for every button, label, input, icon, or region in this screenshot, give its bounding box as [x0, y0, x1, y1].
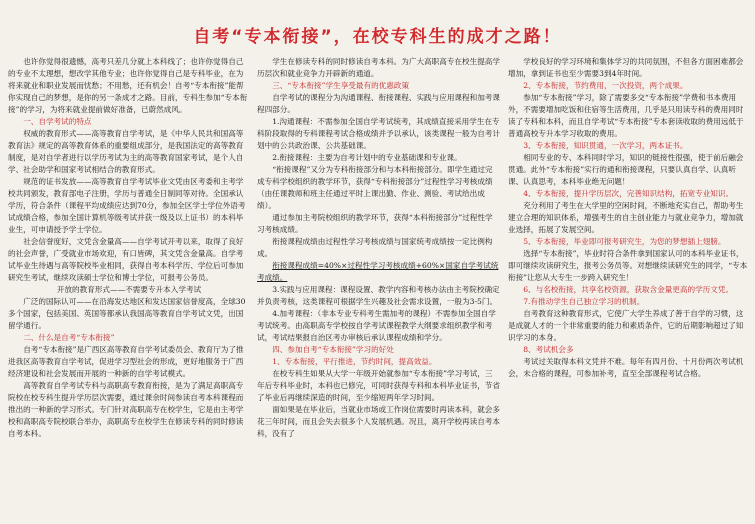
paragraph: 3、专本衔接，知识贯通，一次学习，两本证书。 [523, 141, 688, 150]
paragraph: 衔接课程成绩由过程性学习考核成绩与国家统考成绩按一定比例构成。 [257, 237, 493, 258]
paragraph: 2、专本衔接，节约费用，一次投资，两个成果。 [523, 81, 688, 90]
column-2 [257, 56, 500, 518]
paragraph: 学生在修读专科的同时修读自考本科。为广大高职高专在校生提高学历层次和就业竞争力开辟新的通道。 [257, 57, 500, 78]
paragraph: 开放的教育形式——不需要专升本入学考试 [56, 285, 202, 294]
paragraph: 权威的教育形式——高等教育自学考试，是《中华人民共和国高等教育法》规定的高等教育体系的重要组成部分，是我国法定的高等教育制度，是对自学者进行以学历考试为主的高等教育国家考试，是个人自学、社会助学和国家考试相结合的教育形式。 [8, 129, 244, 174]
paragraph: “衔接课程”又分为专科衔接部分和与本科衔接部分。即学生通过完成专科学校组织的教学环节，获得“专科衔接部分”过程性学习考核成绩（由任课教师和班主任通过平时上课出勤、作业、测验、考试给出成绩）。 [257, 165, 493, 210]
column-1 [8, 56, 250, 518]
paragraph: 3.实践与应用课程：课程设置、教学内容和考核办法由主考院校确定并负责考核，这类课程可根据学生兴趣及社会需求设置，一般为3-5门。 [257, 285, 500, 306]
paragraph: 5、专本衔接，毕业即可报考研究生，为您的梦想插上翅膀。 [523, 237, 726, 246]
page-title: 自考“专本衔接”，在校专科生的成才之路！ [193, 27, 562, 47]
paragraph: 通过参加主考院校组织的教学环节，获得“本科衔接部分”过程性学习考核成绩。 [257, 213, 493, 234]
paragraph: 8、考试机会多 [523, 345, 574, 354]
column-3 [508, 56, 748, 518]
paragraph: 4、专本衔接，提升学历层次，完善知识结构，拓宽专业知识。 [523, 189, 734, 198]
paragraph: 三、“专本衔接”学生享受最有的优惠政策 [272, 81, 410, 90]
paragraph: 4.加考课程：（非本专业专科考生需加考的课程）不需参加全国自学考试统考。由高职高专学校按自学考试课程教学大纲要求组织教学和考试，考试结果报自治区考办审核后承认课程成绩和学分。 [257, 309, 496, 342]
paragraph: 面如果是在毕业后，当就业市场或工作岗位需要时再读本科，就会多花三年时间，而且会失去很多个人发展机遇。况且，离开学校再读自考本科，没有了 [257, 405, 500, 438]
paragraph: 规范的证书发放——高等教育自学考试毕业文凭由区考委和主考学校共同颁发，教育部电子注册，学历与普通全日制同等对待。全国承认学历，符合条件（课程平均成绩应达到70分，参加全区学士学位外语考试成绩合格，参加全国计算机等级考试并获一级及以上证书）的本科毕业生，可申请授予学士学位。 [8, 177, 246, 234]
paragraph: 四、参加自考“专本衔接”学习的好处 [272, 345, 394, 354]
paragraph: 考试过关取得本科文凭并不难。每年有四月份、十月份两次考试机会，未合格的课程，可参加补考，直至全部课程考试合格。 [508, 357, 744, 378]
paragraph: 广泛的国际认可——在沿海发达地区和发达国家信誉度高，全球30多个国家，包括美国、英国等都承认我国高等教育自学考试文凭，出国留学通行。 [8, 297, 246, 330]
paragraph: 相同专业的专、本科同时学习，知识的链接性很强，使于前后融会贯通。此外“专本衔接”实行的通和衔接课程，只要认真自学、认真听课、认真思考，本科毕业绝无问题！ [508, 153, 744, 186]
paragraph: 自学考试的课程分为沟通课程、衔接课程、实践与应用课程和加考课程四部分。 [257, 93, 500, 114]
paragraph: 也许你觉得很遗憾，高考只差几分就上本科线了；也许你觉得自己的专业不太理想，想改学其他专业；也许你觉得自己是专科毕业，在为将来就业和职业发展而忧愁；不用愁，还有机会！自考“专本衔接”能帮你实现自己的梦想，是你的另一条成才之路。目前，专科生参加“专本衔接”的学习，为将来就业提前做好准备，已蔚然成风。 [8, 57, 248, 114]
paragraph: 一、自学考试的特点 [23, 117, 92, 126]
paragraph: 7.有推动学生自己独立学习的机制。 [523, 297, 645, 306]
paragraph: 社会信誉度好，文凭含金量高——自学考试开考以来，取得了良好的社会声誉，广受就业市场欢迎，有口皆碑，其文凭含金量高。自学考试毕业生待遇与高等院校毕业相同，获得自考本科学历、学位后可参加研究生考试，继续攻读硕士学位和博士学位，可报考公务员。 [8, 237, 244, 282]
paragraph: 高等教育自学考试专科与高职高专教育衔接，是为了满足高职高专院校在校专科生提升学历层次需要，通过课余时间参读自考本科课程而推出的一种新的学习形式。专门针对高职高专在校学生，它是由主考学校和高职高专院校联合举办，高职高专在校学生在修读专科的同时修读自考本科。 [8, 381, 244, 438]
paragraph: 1、专本衔接，平行推进，节约时间，提高效益。 [272, 357, 437, 366]
paragraph: 1.沟通课程：不需参加全国自学考试统考，其成绩直接采用学生在专科阶段取得的专科课程考试合格成绩并予以承认，该类课程一般为自考计划中的公共政治课、公共基础课。 [257, 117, 500, 150]
paragraph: 选择“专本衔接”，毕业时符合条件拿到国家认可的本科毕业证书，即可继续攻读研究生，报考公务员等。对想继续读研究生的同学，“专本衔接”让您从大专生一步跨入研究生！ [508, 249, 748, 282]
paragraph: 学校良好的学习环境和集体学习的共同氛围，不但各方面困难都会增加，拿到证书也至少需要3到4年时间。 [508, 57, 744, 78]
paragraph: 衔接课程成绩=40%×过程性学习考核成绩+60%×国家自学考试统考成绩。 [257, 261, 499, 282]
paragraph: 二、什么是自考“专本衔接” [23, 333, 115, 342]
paragraph: 在校专科生如果从大学一年级开始就参加“专本衔接”学习考试，三年后专科毕业时，本科也已修完，可同时获得专科和本科毕业证书，节省了毕业后再继续深造的时间，至少缩短两年学习时间。 [257, 369, 500, 402]
paragraph: 参加“专本衔接”学习，除了需要多交“专本衔接”学费和书本费用外，不需要增加吃饭和住宿等生活费用，几乎是只用读专科的费用同时读了专科和本科，而且自学考试“专本衔接”专本套读收取的费用远低于普通高校专升本学习收取的费用。 [508, 93, 744, 138]
paragraph: 自考“专本衔接”是广西区高等教育自学考试委员会、教育厅为了推进我区高等教育自学考试，促进学习型社会的形成，更好地服务于广西经济建设和社会发展而开展的一种新的自学考试模式。 [8, 345, 244, 378]
paragraph: 充分利用了考生在大学里的空闲时间，不断地充实自己，帮助考生建立合理的知识体系，增强考生的自主创业能力与就业竞争力，增加就业选择，拓展了发展空间。 [508, 201, 744, 234]
paragraph: 6、与名校衔接，共享名校资源，获取含金量更高的学历文凭。 [523, 285, 734, 294]
paragraph: 自考教育这种教育形式，它使广大学生养成了善于自学的习惯，这是成就人才的一个非常重要的能力和素质条件，它的后期影响超过了知识学习的本身。 [508, 309, 744, 342]
paragraph: 2.衔接课程：主要为自考计划中的专业基础课和专业课。 [272, 153, 462, 162]
